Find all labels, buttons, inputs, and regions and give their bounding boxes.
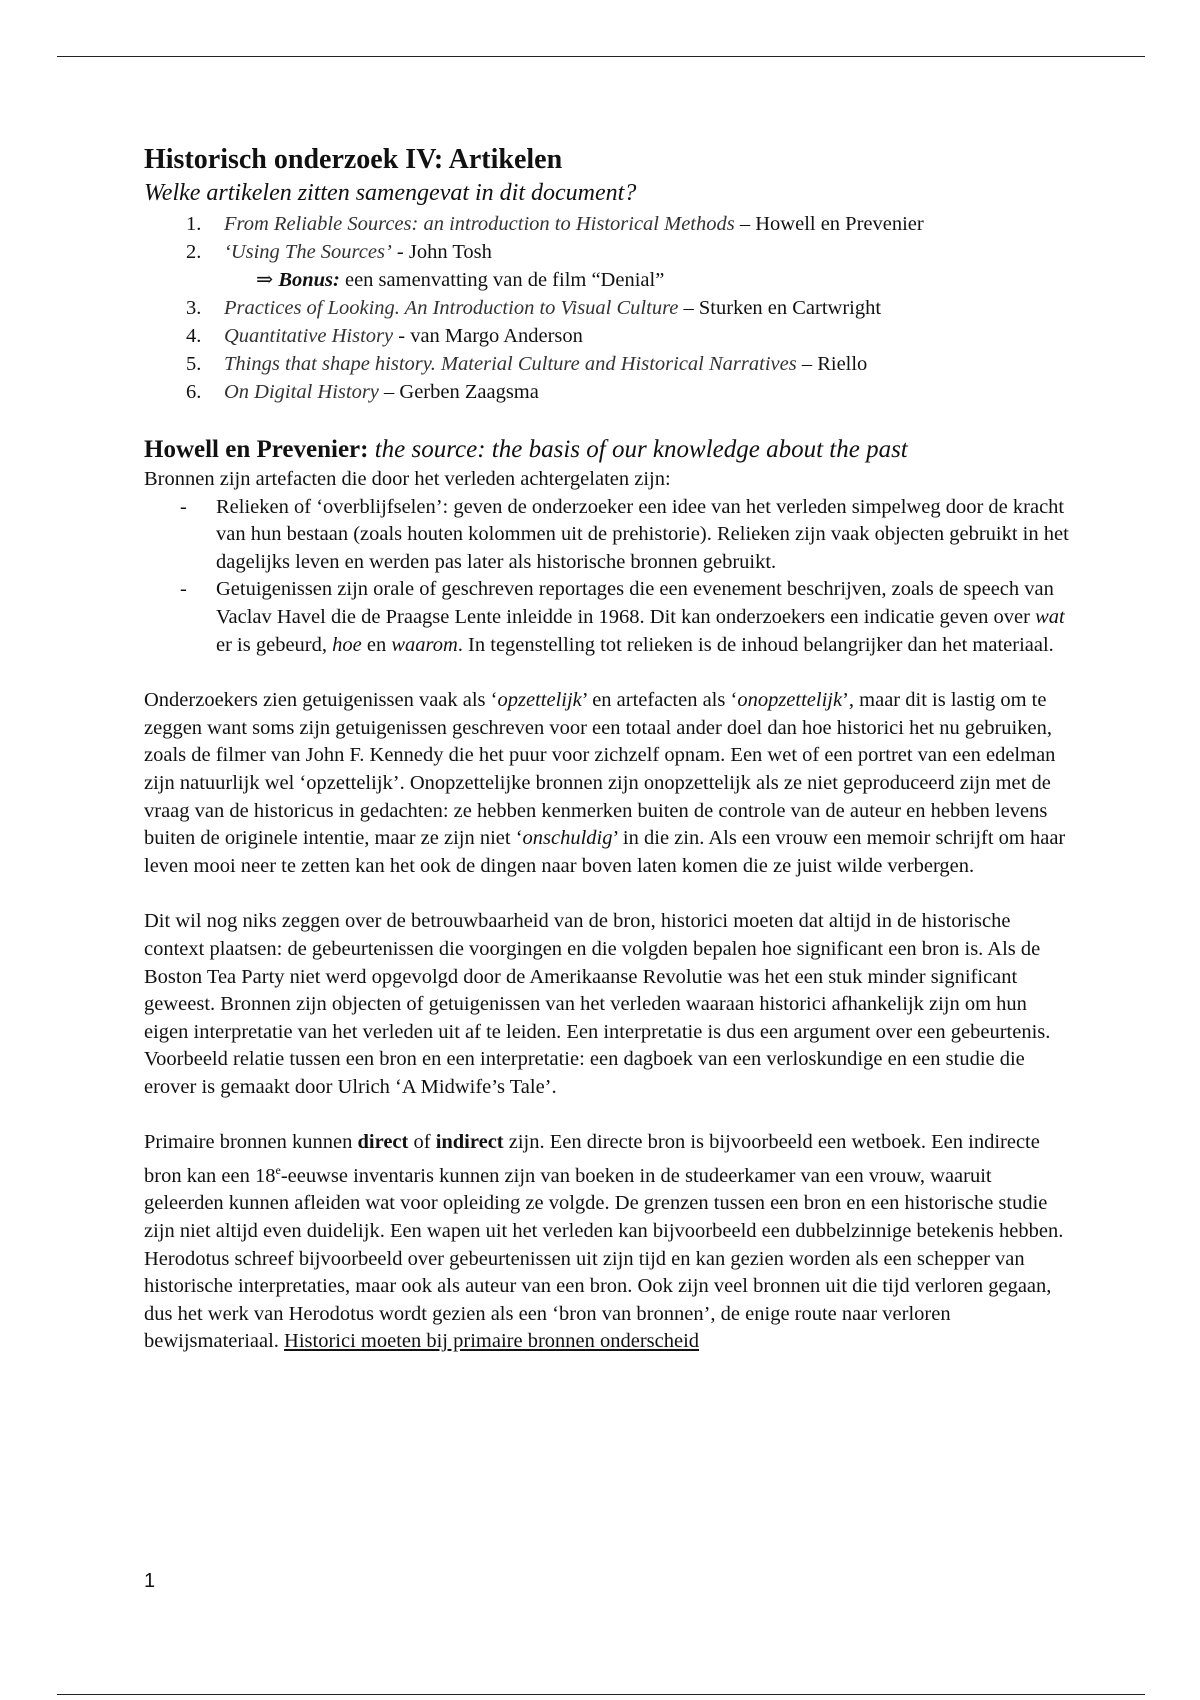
document-subtitle: Welke artikelen zitten samengevat in dit document?: [144, 180, 637, 206]
list-item: 2. ‘Using The Sources’ - John Tosh: [186, 241, 492, 263]
list-item: - Relieken of ‘overblijfselen’: geven de onderzoeker een idee van het verleden simpelweg door de kracht van hun bestaan (zoals houten kolommen uit de prehistorie). Relieken zijn vaak objecten gebruikt in het dagelijks leven en werden pas later als historische bronnen gebruikt.: [144, 494, 1074, 577]
section-body: [144, 466, 1074, 1356]
page-number: 1: [144, 1570, 156, 1592]
paragraph: Onderzoekers zien getuigenissen vaak als ‘opzettelijk’ en artefacten als ‘onopzettelijk’, maar dit is lastig om te zeggen want soms zijn getuigenissen geschreven voor een totaal ander doel dan hoe historici het nu gebruiken, zoals de filmer van John F. Kennedy die het puur voor zichzelf opnam. Een wet of een portret van een edelman zijn natuurlijk wel ‘opzettelijk’. Onopzettelijke bronnen zijn onopzettelijk als ze niet geproduceerd zijn met de vraag van de historicus in gedachten: ze hebben kenmerken buiten de controle van de auteur en hebben levens buiten de originele intentie, maar ze zijn niet ‘onschuldig’ in die zin. Als een vrouw een memoir schrijft om haar leven mooi neer te zetten kan het ook de dingen naar boven laten komen die ze juist wilde verbergen.: [144, 689, 1066, 877]
list-item: 4. Quantitative History - van Margo Anderson: [186, 325, 583, 347]
source-types-list: [144, 494, 1074, 660]
arrow-icon: ⇒: [256, 269, 274, 291]
section-heading: Howell en Prevenier: the source: the basis of our knowledge about the past: [144, 436, 908, 463]
document-page: [144, 142, 1074, 1356]
list-item: 1. From Reliable Sources: an introduction to Historical Methods – Howell en Prevenier: [186, 213, 924, 235]
paragraph: Dit wil nog niks zeggen over de betrouwbaarheid van de bron, historici moeten dat altijd in de historische context plaatsen: de gebeurtenissen die voorgingen en die volgden bepalen hoe significant een bron is. Als de Boston Tea Party niet werd opgevolgd door de Amerikaanse Revolutie was het een stuk minder significant geweest. Bronnen zijn objecten of getuigenissen van het verleden waaraan historici afhankelijk zijn om hun eigen interpretatie van het verleden uit af te leiden. Een interpretatie is dus een argument over een gebeurtenis. Voorbeeld relatie tussen een bron en een interpretatie: een dagboek van een verloskundige en een studie die erover is gemaakt door Ulrich ‘A Midwife’s Tale’.: [144, 910, 1051, 1098]
paragraph: Primaire bronnen kunnen direct of indirect zijn. Een directe bron is bijvoorbeeld een wetboek. Een indirecte bron kan een 18e-eeuwse inventaris kunnen zijn van boeken in de studeerkamer van een vrouw, waaruit geleerden kunnen afleiden wat voor opleiding ze volgde. De grenzen tussen een bron en een historische studie zijn niet altijd even duidelijk. Een wapen uit het verleden kan bijvoorbeeld een dubbelzinnige betekenis hebben. Herodotus schreef bijvoorbeeld over gebeurtenissen uit zijn tijd en kan gezien worden als een schepper van historische interpretaties, maar ook als auteur van een bron. Ook zijn veel bronnen uit die tijd verloren gegaan, dus het werk van Herodotus wordt gezien als een ‘bron van bronnen’, de enige route naar verloren bewijsmateriaal. Historici moeten bij primaire bronnen onderscheid: [144, 1131, 1064, 1353]
list-item: - Getuigenissen zijn orale of geschreven reportages die een evenement beschrijven, zoals de speech van Vaclav Havel die de Praagse Lente inleidde in 1968. Dit kan onderzoekers een indicatie geven over wat er is gebeurd, hoe en waarom. In tegenstelling tot relieken is de inhoud belangrijker dan het materiaal.: [144, 576, 1074, 659]
header-rule: [57, 56, 1145, 57]
list-item: 6. On Digital History – Gerben Zaagsma: [186, 381, 539, 403]
underlined-text: Historici moeten bij primaire bronnen onderscheid: [284, 1330, 700, 1353]
section-intro: Bronnen zijn artefacten die door het verleden achtergelaten zijn:: [144, 468, 671, 490]
list-item: 5. Things that shape history. Material Culture and Historical Narratives – Riello: [186, 353, 868, 375]
footer-rule: [57, 1694, 1145, 1695]
document-title: Historisch onderzoek IV: Artikelen: [144, 144, 563, 175]
list-item: 3. Practices of Looking. An Introduction to Visual Culture – Sturken en Cartwright: [186, 297, 882, 319]
bonus-item: ⇒ Bonus: een samenvatting van de film “Denial”: [256, 269, 665, 291]
article-list: [144, 210, 1074, 406]
